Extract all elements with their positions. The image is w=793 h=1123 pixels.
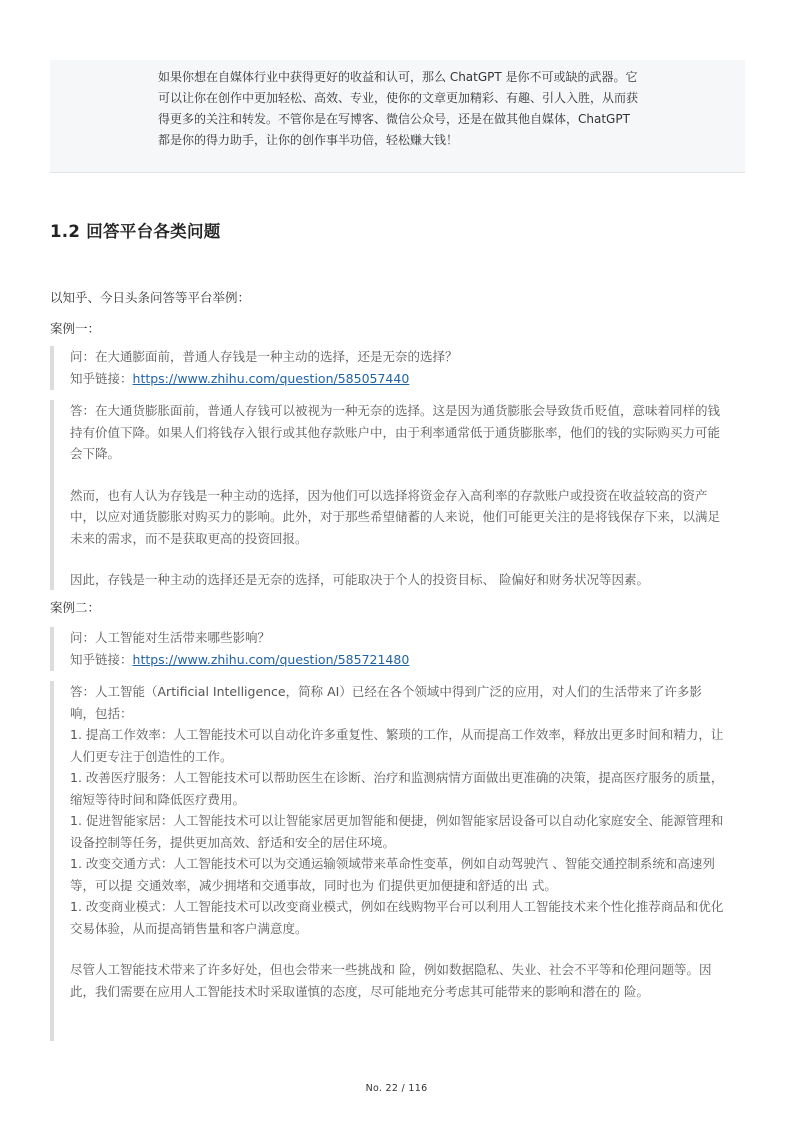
case2-link-row xyxy=(70,649,745,671)
intro-line: 以知乎、今日头条问答等平台举例： xyxy=(50,290,251,305)
case2-answer-item-1: 1. 提高工作效率：人工智能技术可以自动化许多重复性、繁琐的工作，从而提高工作效率，释放出更多时间和精力，让人们更专注于创造性的工作。 xyxy=(70,727,724,764)
section-title: 回答平台各类问题 xyxy=(86,222,221,241)
case1-zhihu-link[interactable]: https://www.zhihu.com/question/585057440 xyxy=(132,370,410,386)
case1-answer-quote xyxy=(50,400,745,590)
page-number-footer: No. 22 / 116 xyxy=(365,1083,428,1094)
case2-conclusion: 尽管人工智能技术带来了许多好处，但也会带来一些挑战和 险，例如数据隐私、失业、社会不平等和伦理问题等。因此，我们需要在应用人工智能技术时采取谨慎的态度，尽可能地充分考虑其可能带来的影响和潜在的 险。 xyxy=(70,962,712,999)
case2-answer-item-2: 1. 改善医疗服务：人工智能技术可以帮助医生在诊断、治疗和监测病情方面做出更准确的决策，提高医疗服务的质量，缩短等待时间和降低医疗费用。 xyxy=(70,770,724,807)
case2-answer-item-4: 1. 改变交通方式：人工智能技术可以为交通运输领域带来革命性变革，例如自动驾驶汽 、智能交通控制系统和高速列 等，可以提 交通效率，减少拥堵和交通事故，同时也为 们提供更加便捷和舒适的出 式。 xyxy=(70,856,715,893)
case1-answer-p1: 答：在大通货膨胀面前，普通人存钱可以被视为一种无奈的选择。这是因为通货膨胀会导致货币贬值，意味着同样的钱持有价值下降。如果人们将钱存入银行或其他存款账户中，由于利率通常低于通货膨胀率，他们的钱的实际购买力可能会下降。 xyxy=(70,403,721,461)
case1-link-row xyxy=(70,368,745,390)
case1-label: 案例一： xyxy=(50,321,101,336)
case2-answer-intro: 答：人工智能（Artificial Intelligence，简称 AI）已经在各个领域中得到广泛的应用，对人们的生活带来了许多影响，包括： xyxy=(70,684,702,721)
case1-question: 问：在大通膨面前，普通人存钱是一种主动的选择，还是无奈的选择？ xyxy=(70,349,458,364)
case2-label: 案例二： xyxy=(50,600,101,615)
case2-answer-item-3: 1. 促进智能家居：人工智能技术可以让智能家居更加智能和便捷，例如智能家居设备可以自动化家庭安全、能源管理和设备控制等任务，提供更加高效、舒适和安全的居住环境。 xyxy=(70,813,724,850)
section-number: 1.2 xyxy=(50,222,81,241)
case1-answer-p3: 因此，存钱是一种主动的选择还是无奈的选择，可能取决于个人的投资目标、 险偏好和财务状况等因素。 xyxy=(70,572,649,587)
section-heading xyxy=(50,218,221,242)
case1-question-quote xyxy=(50,346,745,390)
case2-question: 问：人工智能对生活带来哪些影响？ xyxy=(70,630,271,645)
case2-answer-quote xyxy=(50,681,745,1041)
case1-link-label: 知乎链接： xyxy=(70,370,133,386)
case2-answer-item-5: 1. 改变商业模式：人工智能技术可以改变商业模式，例如在线购物平台可以利用人工智能技术来个性化推荐商品和优化交易体验，从而提高销售量和客户满意度。 xyxy=(70,899,724,936)
case1-answer-p2: 然而，也有人认为存钱是一种主动的选择，因为他们可以选择将资金存入高利率的存款账户或投资在收益较高的资产中，以应对通货膨胀对购买力的影响。此外，对于那些希望储蓄的人来说，他们可能更关注的是将钱保存下来，以满足未来的需求，而不是获取更高的投资回报。 xyxy=(70,487,721,546)
case2-zhihu-link[interactable]: https://www.zhihu.com/question/585721480 xyxy=(132,651,410,667)
case2-question-quote xyxy=(50,627,745,671)
intro-callout-text: 如果你想在自媒体行业中获得更好的收益和认可，那么 ChatGPT 是你不可或缺的武器。它可以让你在创作中更加轻松、高效、专业，使你的文章更加精彩、有趣、引人入胜，从而获得更多的关注和转发。不管你是在写博客、微信公众号，还是在做其他自媒体，ChatGPT 都是你的得力助手，让你的创作事半功倍，轻松赚大钱！ xyxy=(158,70,639,147)
intro-callout-box xyxy=(50,60,745,173)
case2-link-label: 知乎链接： xyxy=(70,651,133,667)
